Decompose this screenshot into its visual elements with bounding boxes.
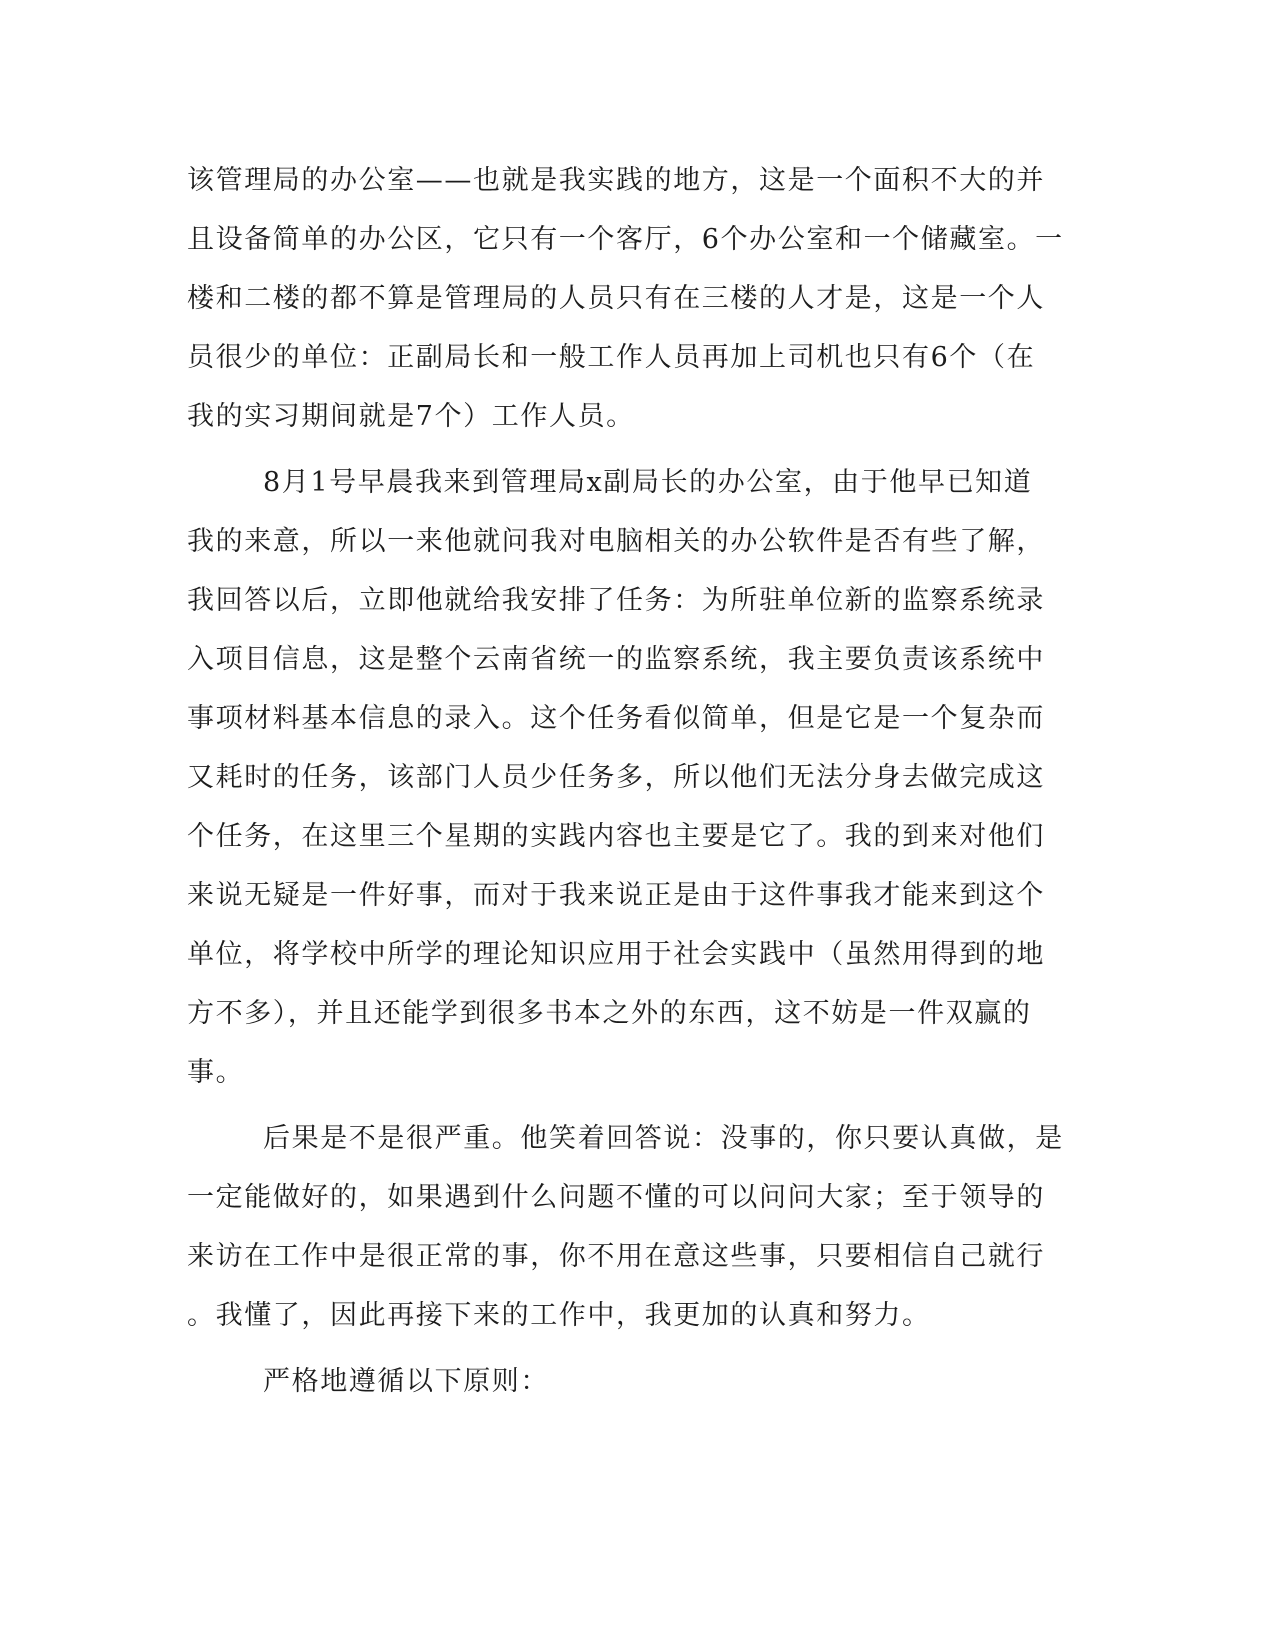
- text-line: 且设备简单的办公区，它只有一个客厅，6个办公室和一个储藏室。一: [187, 224, 1064, 255]
- text-line: 个任务，在这里三个星期的实践内容也主要是它了。我的到来对他们: [187, 821, 1045, 852]
- text-line: 。我懂了，因此再接下来的工作中，我更加的认真和努力。: [187, 1300, 931, 1331]
- paragraph-principles-heading: [187, 1361, 1067, 1420]
- text-line: 事。: [187, 1057, 245, 1088]
- text-line: 楼和二楼的都不算是管理局的人员只有在三楼的人才是，这是一个人: [187, 283, 1045, 314]
- paragraph-consequences: [187, 1118, 1067, 1354]
- text-line: 入项目信息，这是整个云南省统一的监察系统，我主要负责该系统中: [187, 644, 1045, 675]
- text-line: 后果是不是很严重。他笑着回答说：没事的，你只要认真做，是: [263, 1123, 1064, 1154]
- text-line: 8月1号早晨我来到管理局x副局长的办公室，由于他早已知道: [263, 467, 1033, 498]
- text-line: 一定能做好的，如果遇到什么问题不懂的可以问问大家；至于领导的: [187, 1182, 1045, 1213]
- text-line: 来访在工作中是很正常的事，你不用在意这些事，只要相信自己就行: [187, 1241, 1045, 1272]
- text-line: 我回答以后，立即他就给我安排了任务：为所驻单位新的监察系统录: [187, 585, 1045, 616]
- text-line: 单位，将学校中所学的理论知识应用于社会实践中（虽然用得到的地: [187, 939, 1045, 970]
- body-text: [187, 160, 1067, 1420]
- text-line: 员很少的单位：正副局长和一般工作人员再加上司机也只有6个（在: [187, 342, 1036, 373]
- paragraph-office-description: [187, 160, 1067, 455]
- text-line: 来说无疑是一件好事，而对于我来说正是由于这件事我才能来到这个: [187, 880, 1045, 911]
- text-line: 我的实习期间就是7个）工作人员。: [187, 401, 635, 432]
- paragraph-first-day-task: [187, 462, 1067, 1111]
- text-line: 方不多），并且还能学到很多书本之外的东西，这不妨是一件双赢的: [187, 998, 1032, 1029]
- text-line: 我的来意，所以一来他就问我对电脑相关的办公软件是否有些了解，: [187, 526, 1045, 557]
- text-line: 事项材料基本信息的录入。这个任务看似简单，但是它是一个复杂而: [187, 703, 1045, 734]
- text-line: 又耗时的任务，该部门人员少任务多，所以他们无法分身去做完成这: [187, 762, 1045, 793]
- text-line: 严格地遵循以下原则：: [263, 1366, 549, 1397]
- text-line: 该管理局的办公室——也就是我实践的地方，这是一个面积不大的并: [187, 165, 1045, 196]
